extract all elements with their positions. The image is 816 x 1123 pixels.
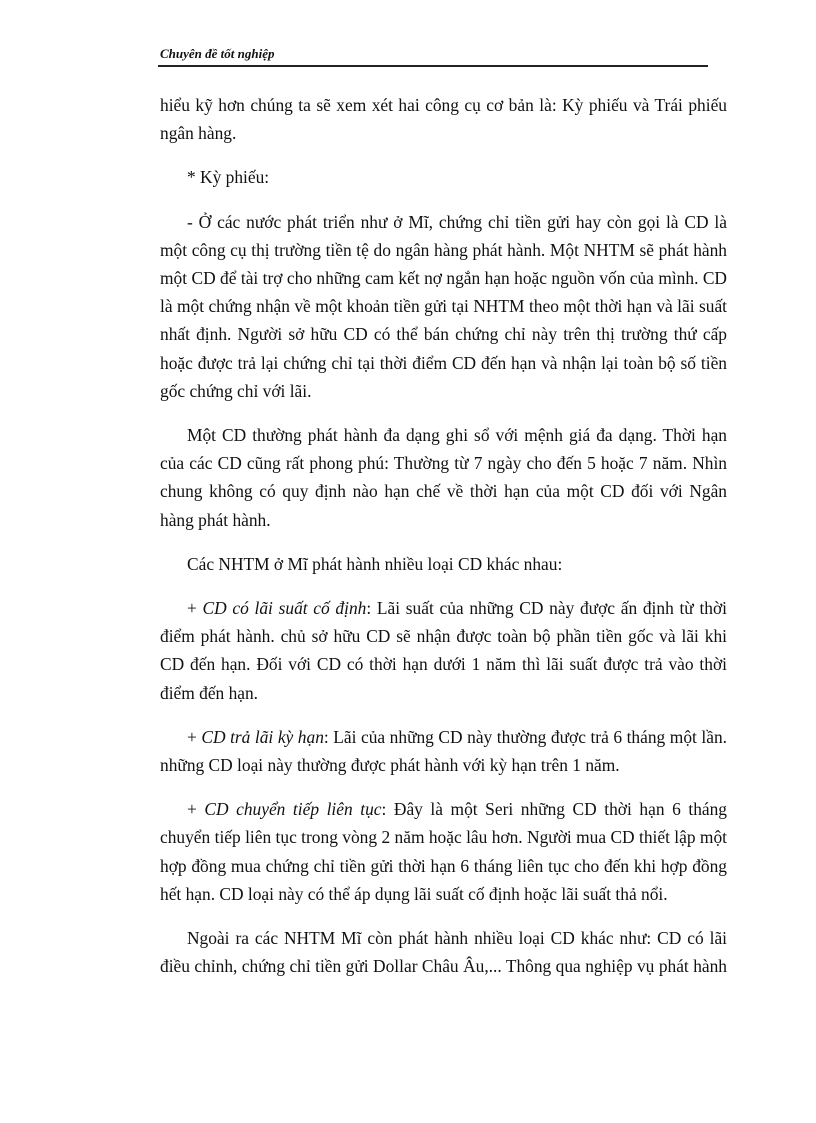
paragraph-text: : Đây là một Seri những CD thời hạn 6 tháng chuyển tiếp liên tục trong vòng 2 năm hoặc lâu hơn. Người mua CD thiết lập một hợp đồng mua chứng chỉ tiền gửi thời hạn 6 tháng liên tục cho đến khi hợp đồng hết hạn. CD loại này có thể áp dụng lãi suất cố định hoặc lãi suất thả nổi. <box>160 799 727 904</box>
header-title: Chuyên đề tốt nghiệp <box>160 46 275 61</box>
italic-term: CD chuyển tiếp liên tục <box>204 799 382 820</box>
paragraph <box>160 594 727 707</box>
paragraph <box>160 723 727 779</box>
paragraph-text: : Lãi suất của những CD này được ấn định từ thời điểm phát hành. chủ sở hữu CD sẽ nhận được toàn bộ phần tiền gốc và lãi khi CD đến hạn. Đối với CD có thời hạn dưới 1 năm thì lãi suất được trả vào thời điểm đến hạn. <box>160 598 728 703</box>
bullet-lead: + <box>187 799 205 820</box>
paragraph: Một CD thường phát hành đa dạng ghi sổ với mệnh giá đa dạng. Thời hạn của các CD cũng rất phong phú: Thường từ 7 ngày cho đến 5 hoặc 7 năm. Nhìn chung không có quy định nào hạn chế về thời hạn của một CD đối với Ngân hàng phát hành. <box>160 425 727 530</box>
header-rule <box>158 65 708 67</box>
document-body <box>160 91 727 996</box>
italic-term: CD có lãi suất cố định <box>202 598 367 619</box>
bullet-lead: + <box>187 726 202 747</box>
paragraph: * Kỳ phiếu: <box>187 167 270 188</box>
paragraph: hiểu kỹ hơn chúng ta sẽ xem xét hai công cụ cơ bản là: Kỳ phiếu và Trái phiếu ngân hàng. <box>160 95 727 144</box>
italic-term: CD trả lãi kỳ hạn <box>201 726 324 747</box>
paragraph: - Ở các nước phát triển như ở Mĩ, chứng chỉ tiền gửi hay còn gọi là CD là một công cụ thị trường tiền tệ do ngân hàng phát hành. Một NHTM sẽ phát hành một CD để tài trợ cho những cam kết nợ ngắn hạn hoặc nguồn vốn của mình. CD là một chứng nhận về một khoản tiền gửi tại NHTM theo một thời hạn và lãi suất nhất định. Người sở hữu CD có thể bán chứng chỉ này trên thị trường thứ cấp hoặc được trả lại chứng chỉ tại thời điểm CD đến hạn và nhận lại toàn bộ số tiền gốc chứng chỉ với lãi. <box>160 211 727 401</box>
paragraph-text: : Lãi của những CD này thường được trả 6 tháng một lần. những CD loại này thường được phát hành với kỳ hạn trên 1 năm. <box>160 726 727 776</box>
bullet-lead: + <box>187 598 203 619</box>
paragraph <box>160 795 727 908</box>
paragraph: Ngoài ra các NHTM Mĩ còn phát hành nhiều loại CD khác như: CD có lãi điều chỉnh, chứng chỉ tiền gửi Dollar Châu Âu,... Thông qua nghiệp vụ phát hành <box>160 928 727 977</box>
paragraph: Các NHTM ở Mĩ phát hành nhiều loại CD khác nhau: <box>187 553 563 574</box>
page-header <box>158 46 708 62</box>
